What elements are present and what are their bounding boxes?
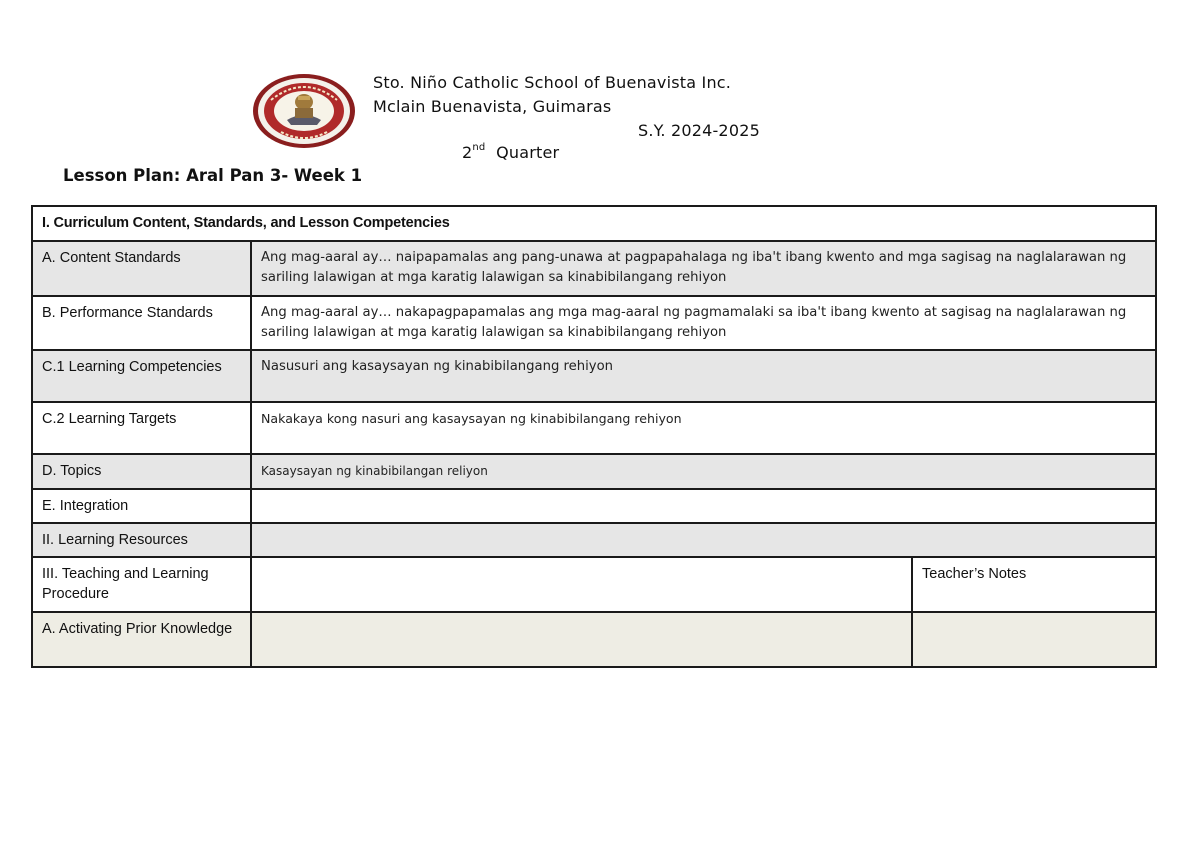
lesson-plan-table	[31, 205, 1157, 668]
table-row	[32, 612, 1156, 667]
table-row	[32, 296, 1156, 350]
activating-prior-knowledge-value	[251, 612, 912, 667]
table-row	[32, 350, 1156, 402]
quarter-number: 2	[462, 143, 473, 162]
quarter-suffix: nd	[472, 141, 486, 153]
content-standards-label: A. Content Standards	[32, 241, 251, 296]
section-header-curriculum: I. Curriculum Content, Standards, and Lesson Competencies	[32, 206, 1156, 241]
integration-label: E. Integration	[32, 489, 251, 523]
school-name: Sto. Niño Catholic School of Buenavista Inc.	[373, 73, 732, 92]
learning-targets-label: C.2 Learning Targets	[32, 402, 251, 454]
content-standards-value: Ang mag-aaral ay… naipapamalas ang pang-unawa at pagpapahalaga ng iba't ibang kwento and mga sagisag na naglalarawan ng sariling lalawigan at mga karatig lalawigan sa kinabibilangang rehiyon	[251, 241, 1156, 296]
learning-competencies-label: C.1 Learning Competencies	[32, 350, 251, 402]
teachers-notes-label: Teacher’s Notes	[912, 557, 1156, 612]
activating-prior-knowledge-label: A. Activating Prior Knowledge	[32, 612, 251, 667]
table-row	[32, 206, 1156, 241]
performance-standards-value: Ang mag-aaral ay… nakapagpapamalas ang mga mag-aaral ng pagmamalaki sa iba't ibang kwento at sagisag na naglalarawan ng sariling lalawigan at mga karatig lalawigan sa kinabibilangang rehiyon	[251, 296, 1156, 350]
lesson-title: Lesson Plan: Aral Pan 3- Week 1	[63, 166, 363, 185]
learning-competencies-value: Nasusuri ang kasaysayan ng kinabibilangang rehiyon	[251, 350, 1156, 402]
learning-targets-value: Nakakaya kong nasuri ang kasaysayan ng kinabibilangang rehiyon	[251, 402, 1156, 454]
school-year: S.Y. 2024-2025	[638, 121, 760, 140]
quarter-word: Quarter	[496, 143, 560, 162]
school-seal-icon	[251, 72, 357, 150]
integration-value	[251, 489, 1156, 523]
table-row	[32, 454, 1156, 489]
learning-resources-value	[251, 523, 1156, 557]
quarter-label	[462, 143, 559, 162]
table-row	[32, 557, 1156, 612]
school-address: Mclain Buenavista, Guimaras	[373, 97, 612, 116]
table-row	[32, 523, 1156, 557]
performance-standards-label: B. Performance Standards	[32, 296, 251, 350]
learning-resources-label: II. Learning Resources	[32, 523, 251, 557]
table-row	[32, 489, 1156, 523]
topics-value: Kasaysayan ng kinabibilangan reliyon	[251, 454, 1156, 489]
topics-label: D. Topics	[32, 454, 251, 489]
procedure-value	[251, 557, 912, 612]
activating-notes-value	[912, 612, 1156, 667]
table-row	[32, 402, 1156, 454]
table-row	[32, 241, 1156, 296]
procedure-label: III. Teaching and Learning Procedure	[32, 557, 251, 612]
